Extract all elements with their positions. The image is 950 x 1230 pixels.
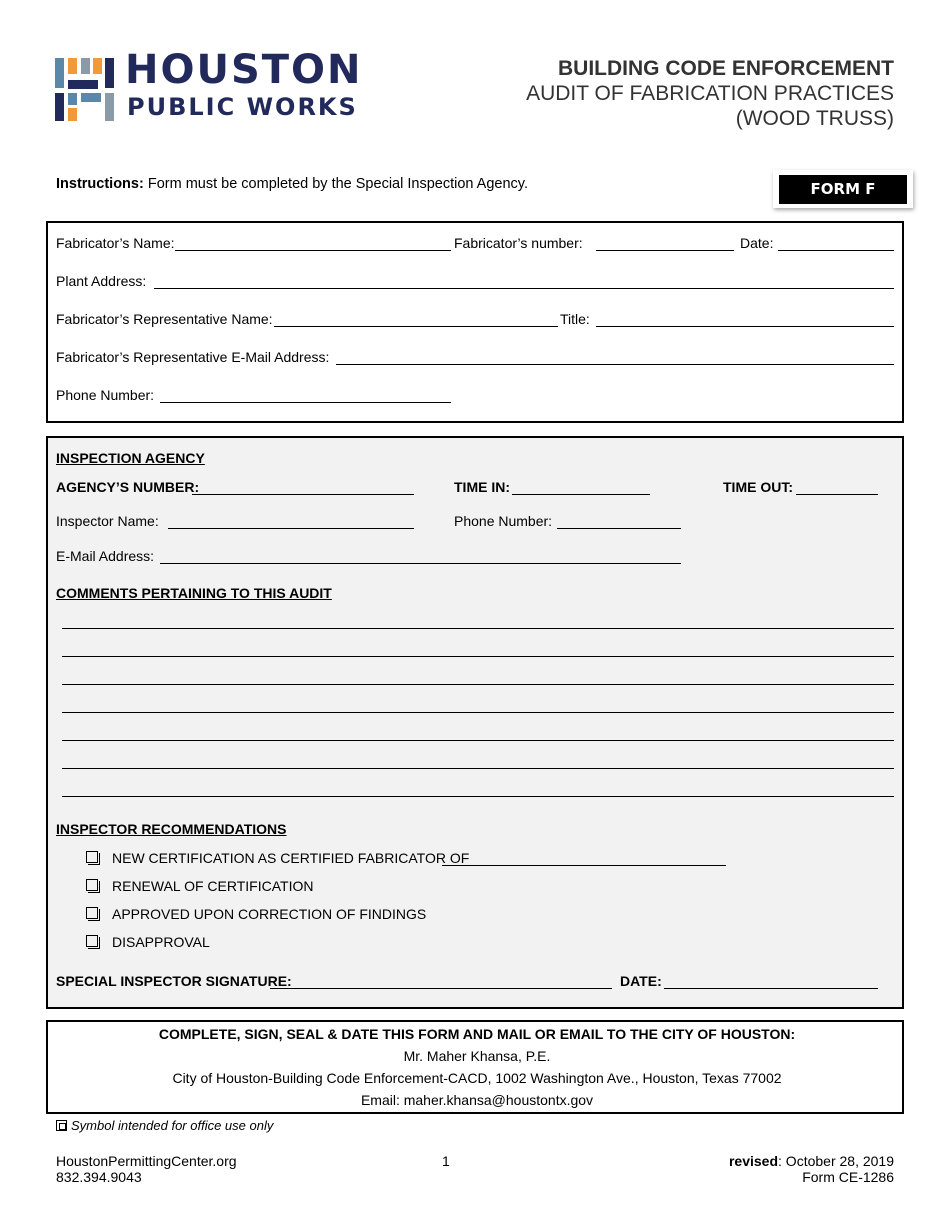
inspector-phone-label: Phone Number: [454, 513, 553, 529]
rep-title-label: Title: [560, 311, 590, 327]
mail-heading: COMPLETE, SIGN, SEAL & DATE THIS FORM AND MAIL OR EMAIL TO THE CITY OF HOUSTON: [158, 1026, 796, 1042]
comment-line[interactable] [62, 768, 894, 769]
time-out-label: TIME OUT: [723, 479, 793, 495]
header-subtitle-2: (WOOD TRUSS) [735, 107, 894, 130]
form-badge [773, 170, 913, 208]
recommendations-heading: INSPECTOR RECOMMENDATIONS [56, 821, 287, 837]
header-subtitle: AUDIT OF FABRICATION PRACTICES [526, 82, 894, 105]
document-header [526, 56, 894, 131]
office-use-icon [56, 1120, 67, 1131]
revised-date: : October 28, 2019 [778, 1153, 894, 1169]
comment-line[interactable] [62, 712, 894, 713]
fabricator-date-field[interactable] [778, 250, 894, 251]
comment-line[interactable] [62, 796, 894, 797]
comment-line[interactable] [62, 628, 894, 629]
fabricator-date-label: Date: [740, 235, 774, 251]
revised-label: revised [728, 1153, 779, 1169]
fabricator-name-label: Fabricator’s Name: [56, 235, 175, 251]
signature-field[interactable] [270, 988, 612, 989]
office-use-note: Symbol intended for office use only [71, 1118, 274, 1133]
header-title: BUILDING CODE ENFORCEMENT [558, 57, 894, 80]
fabricator-number-field[interactable] [596, 250, 734, 251]
new-certification-label: NEW CERTIFICATION AS CERTIFIED FABRICATOR OF [112, 850, 470, 866]
rep-name-label: Fabricator’s Representative Name: [56, 311, 273, 327]
disapproval-checkbox[interactable] [86, 935, 98, 947]
logo-houston-text: HOUSTON [125, 47, 363, 93]
logo-public-works-text: PUBLIC WORKS [127, 93, 358, 121]
comment-line[interactable] [62, 684, 894, 685]
comment-line[interactable] [62, 740, 894, 741]
form-badge-label: FORM F [779, 175, 907, 204]
inspector-name-field[interactable] [168, 528, 414, 529]
footer-phone: 832.394.9043 [56, 1169, 142, 1185]
plant-address-field[interactable] [154, 288, 894, 289]
time-in-label: TIME IN: [454, 479, 510, 495]
footer-right [729, 1153, 894, 1185]
fabricator-of-field[interactable] [442, 865, 726, 866]
rep-email-label: Fabricator’s Representative E-Mail Address: [56, 349, 330, 365]
instructions-label: Instructions: [56, 176, 144, 192]
mail-contact-name: Mr. Maher Khansa, P.E. [403, 1048, 551, 1064]
comments-heading: COMMENTS PERTAINING TO THIS AUDIT [56, 585, 332, 601]
mail-address: City of Houston-Building Code Enforcement-CACD, 1002 Washington Ave., Houston, Texas 77002 [172, 1070, 782, 1086]
renewal-label: RENEWAL OF CERTIFICATION [112, 878, 314, 894]
renewal-checkbox[interactable] [86, 879, 98, 891]
rep-title-field[interactable] [596, 326, 894, 327]
inspector-email-field[interactable] [160, 563, 681, 564]
agency-number-label: AGENCY’S NUMBER: [56, 479, 200, 495]
approved-label: APPROVED UPON CORRECTION OF FINDINGS [112, 906, 427, 922]
fabricator-section [46, 221, 904, 423]
time-in-field[interactable] [512, 494, 650, 495]
footer-revised [729, 1153, 894, 1169]
signature-date-field[interactable] [664, 988, 878, 989]
plant-address-label: Plant Address: [56, 273, 147, 289]
houston-public-works-logo [55, 47, 375, 123]
rep-name-field[interactable] [274, 326, 558, 327]
instructions-text: Form must be completed by the Special Inspection Agency. [147, 176, 528, 192]
page-number: 1 [442, 1153, 450, 1169]
instructions [56, 176, 528, 192]
inspector-name-label: Inspector Name: [56, 513, 159, 529]
comment-line[interactable] [62, 656, 894, 657]
logo-mark-icon [55, 55, 119, 123]
inspector-phone-field[interactable] [557, 528, 681, 529]
agency-number-field[interactable] [192, 494, 414, 495]
fabricator-phone-label: Phone Number: [56, 387, 155, 403]
inspector-email-label: E-Mail Address: [56, 548, 155, 564]
footer-form-number: Form CE-1286 [802, 1169, 894, 1185]
footer-left [56, 1153, 237, 1185]
time-out-field[interactable] [796, 494, 878, 495]
rep-email-field[interactable] [336, 364, 894, 365]
mail-instructions-section [46, 1020, 904, 1114]
signature-label: SPECIAL INSPECTOR SIGNATURE: [56, 973, 292, 989]
inspection-agency-section [46, 436, 904, 1009]
mail-email: Email: maher.khansa@houstontx.gov [360, 1092, 594, 1108]
fabricator-phone-field[interactable] [160, 402, 451, 403]
footer-website: HoustonPermittingCenter.org [56, 1153, 237, 1169]
fabricator-number-label: Fabricator’s number: [454, 235, 583, 251]
fabricator-name-field[interactable] [175, 250, 451, 251]
disapproval-label: DISAPPROVAL [112, 934, 210, 950]
new-certification-checkbox[interactable] [86, 851, 98, 863]
agency-heading: INSPECTION AGENCY [56, 450, 205, 466]
approved-checkbox[interactable] [86, 907, 98, 919]
signature-date-label: DATE: [620, 973, 662, 989]
